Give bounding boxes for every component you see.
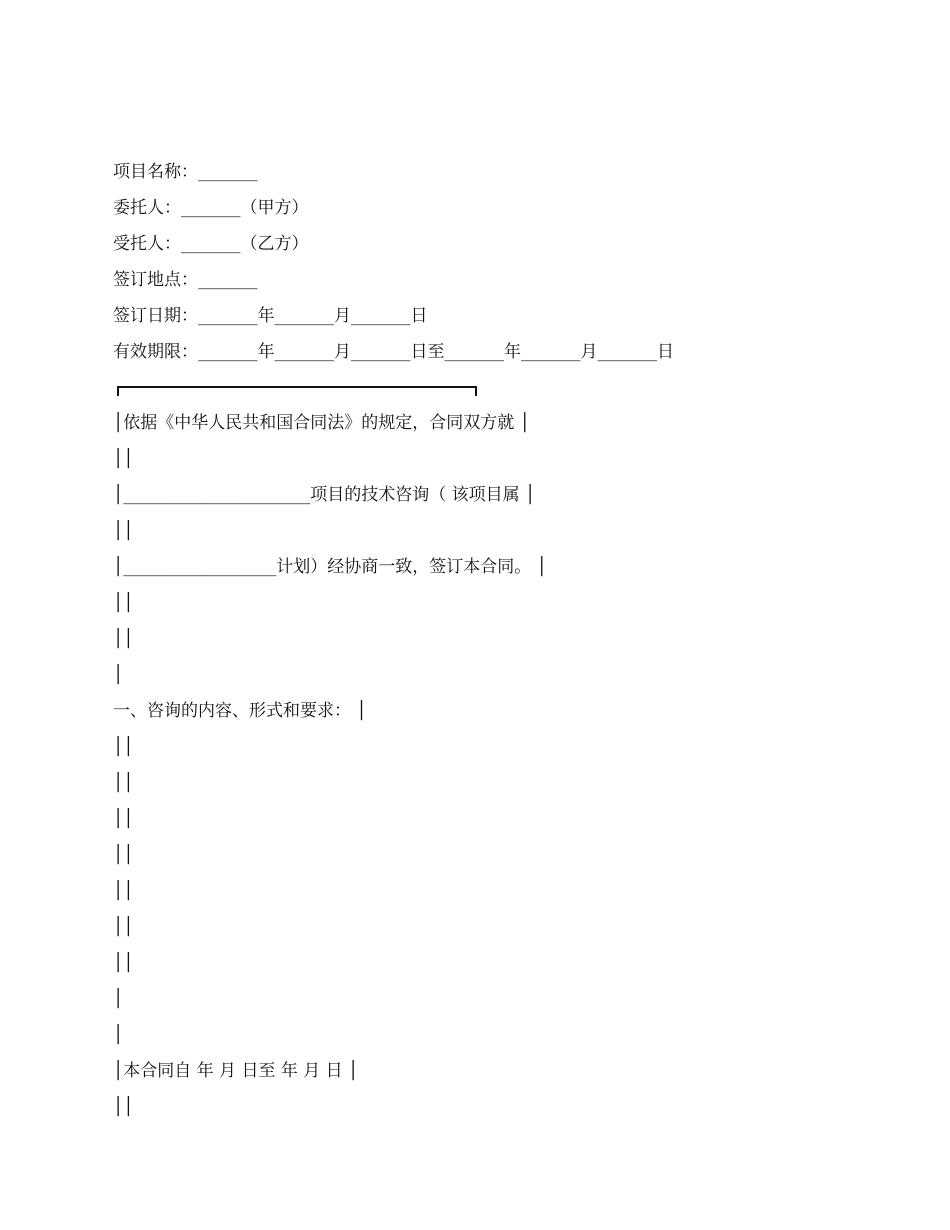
- validity-period-field: 有效期限：_______年_______月_______日至_______年_______月_______日: [113, 342, 674, 362]
- body-line: │: [113, 1025, 124, 1045]
- body-line: ││: [113, 449, 134, 469]
- consultant-field: 受托人：_______（乙方）: [113, 234, 309, 254]
- body-line: ││: [113, 1097, 134, 1117]
- body-line: ││: [113, 845, 134, 865]
- body-line: ││: [113, 881, 134, 901]
- signing-date-field: 签订日期：_______年_______月_______日: [113, 306, 428, 326]
- body-line: ││: [113, 809, 134, 829]
- body-line: ││: [113, 917, 134, 937]
- client-field: 委托人：_______（甲方）: [113, 198, 309, 218]
- body-line: │依据《中华人民共和国合同法》的规定，合同双方就 │: [113, 413, 530, 433]
- body-line: ││: [113, 629, 134, 649]
- body-line: ││: [113, 521, 134, 541]
- body-line: │: [113, 989, 124, 1009]
- body-line: ││: [113, 737, 134, 757]
- box-top-border: [117, 386, 477, 396]
- project-name-field: 项目名称：_______: [113, 162, 258, 182]
- body-line: │: [113, 665, 124, 685]
- contract-term-line: │本合同自 年 月 日至 年 月 日 │: [113, 1061, 359, 1081]
- body-line: ││: [113, 773, 134, 793]
- body-line: ││: [113, 953, 134, 973]
- body-line: │______________________项目的技术咨询（ 该项目属 │: [113, 485, 536, 505]
- body-line: │__________________计划）经协商一致，签订本合同。 │: [113, 557, 547, 577]
- section-heading: 一、咨询的内容、形式和要求： │: [113, 701, 367, 721]
- body-line: ││: [113, 593, 134, 613]
- signing-place-field: 签订地点：_______: [113, 270, 258, 290]
